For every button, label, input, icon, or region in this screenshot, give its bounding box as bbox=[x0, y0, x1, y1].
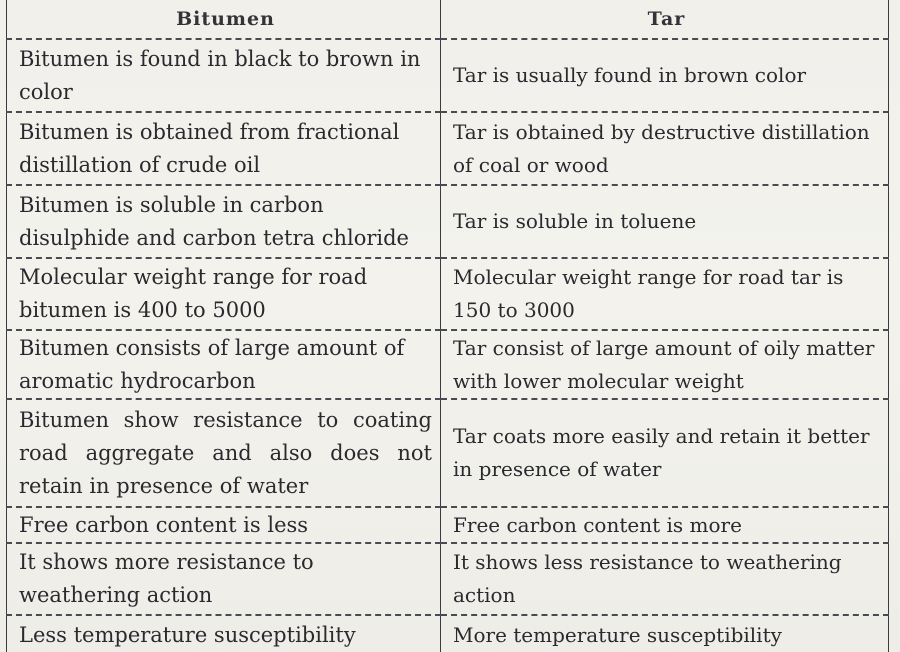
bitumen-cell: It shows more resistance to weathering action bbox=[7, 543, 441, 615]
comparison-table bbox=[6, 0, 889, 652]
table-row bbox=[7, 330, 889, 399]
bitumen-cell: Bitumen is obtained from fractional distillation of crude oil bbox=[7, 112, 441, 185]
tar-cell: Molecular weight range for road tar is 150 to 3000 bbox=[441, 258, 889, 330]
table-row bbox=[7, 399, 889, 507]
column-header-tar: Tar bbox=[441, 0, 889, 39]
tar-cell: Tar is usually found in brown color bbox=[441, 39, 889, 112]
table-row bbox=[7, 112, 889, 185]
table-row bbox=[7, 543, 889, 615]
tar-cell: More temperature susceptibility bbox=[441, 615, 889, 652]
bitumen-cell: Free carbon content is less bbox=[7, 507, 441, 543]
tar-cell: Free carbon content is more bbox=[441, 507, 889, 543]
bitumen-cell: Molecular weight range for road bitumen is 400 to 5000 bbox=[7, 258, 441, 330]
bitumen-cell: Less temperature susceptibility bbox=[7, 615, 441, 652]
table-row bbox=[7, 185, 889, 258]
tar-cell: It shows less resistance to weathering action bbox=[441, 543, 889, 615]
bitumen-cell: Bitumen show resistance to coating road aggregate and also does not retain in presence of water bbox=[7, 399, 441, 507]
header-row bbox=[7, 0, 889, 39]
bitumen-cell: Bitumen consists of large amount of aromatic hydrocarbon bbox=[7, 330, 441, 399]
table-row bbox=[7, 258, 889, 330]
table-row bbox=[7, 39, 889, 112]
table-row bbox=[7, 507, 889, 543]
tar-cell: Tar is obtained by destructive distillation of coal or wood bbox=[441, 112, 889, 185]
column-header-bitumen: Bitumen bbox=[7, 0, 441, 39]
bitumen-cell: Bitumen is found in black to brown in color bbox=[7, 39, 441, 112]
bitumen-cell: Bitumen is soluble in carbon disulphide and carbon tetra chloride bbox=[7, 185, 441, 258]
tar-cell: Tar is soluble in toluene bbox=[441, 185, 889, 258]
table-row bbox=[7, 615, 889, 652]
tar-cell: Tar consist of large amount of oily matter with lower molecular weight bbox=[441, 330, 889, 399]
tar-cell: Tar coats more easily and retain it better in presence of water bbox=[441, 399, 889, 507]
